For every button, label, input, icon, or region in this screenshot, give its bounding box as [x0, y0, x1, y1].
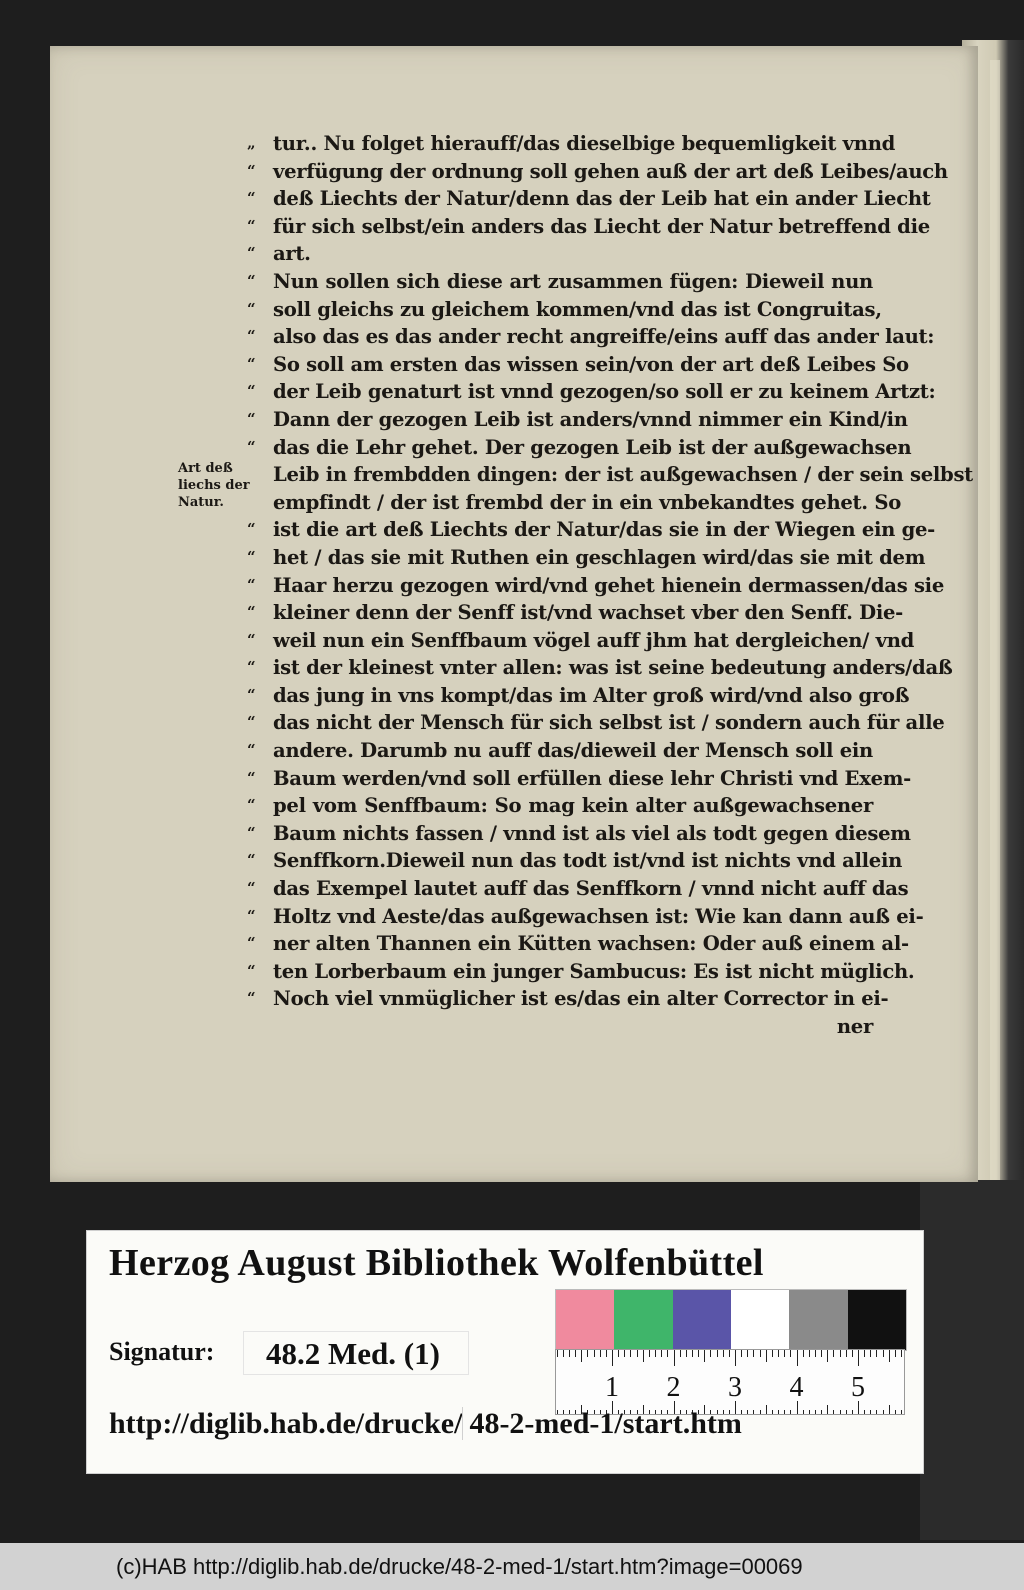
ruler-tick — [778, 1350, 779, 1357]
text-line — [247, 434, 912, 462]
ruler-tick — [815, 1350, 816, 1357]
ruler-tick — [876, 1410, 877, 1414]
ruler-tick — [778, 1410, 779, 1414]
quote-mark: “ — [247, 879, 256, 898]
ruler-tick — [735, 1350, 736, 1366]
url-part-2[interactable]: 48-2-med-1/start.htm — [462, 1407, 741, 1440]
ruler-tick — [753, 1410, 754, 1414]
color-swatch — [673, 1290, 731, 1350]
ruler-tick — [901, 1410, 902, 1414]
text-line — [247, 213, 930, 241]
quote-mark: “ — [247, 796, 256, 815]
ruler-tick — [674, 1350, 675, 1366]
quote-mark: “ — [247, 327, 256, 346]
ruler-tick — [840, 1410, 841, 1414]
ruler-tick — [883, 1410, 884, 1414]
ruler-number: 2 — [666, 1372, 681, 1403]
quote-mark: “ — [247, 216, 256, 235]
signatur-value: 48.2 Med. (1) — [243, 1331, 469, 1375]
ruler-tick — [698, 1350, 699, 1357]
ruler-tick — [864, 1350, 865, 1357]
quote-mark: “ — [247, 961, 256, 980]
ruler-tick — [784, 1410, 785, 1414]
ruler-tick — [870, 1410, 871, 1414]
url-part-1[interactable]: http://diglib.hab.de/drucke/ — [109, 1407, 463, 1440]
ruler-tick — [637, 1350, 638, 1357]
text-line — [247, 682, 910, 710]
scale-ruler — [555, 1349, 905, 1415]
ruler-tick — [747, 1410, 748, 1414]
text-line — [247, 627, 915, 655]
text-line — [247, 985, 889, 1013]
line-text: Senffkorn.Dieweil nun das todt ist/vnd ist nichts vnd allein — [273, 849, 903, 873]
ruler-tick — [612, 1350, 613, 1366]
ruler-tick — [858, 1350, 859, 1366]
ruler-tick — [827, 1405, 828, 1414]
color-swatch — [556, 1290, 614, 1350]
margin-note-line: Art deß — [178, 461, 233, 476]
ruler-tick — [563, 1350, 564, 1357]
line-text: Dann der gezogen Leib ist anders/vnnd nimmer ein Kind/in — [273, 407, 908, 431]
line-text: kleiner denn der Senff ist/vnd wachset vber den Senff. Die- — [273, 601, 903, 625]
ruler-tick — [815, 1410, 816, 1414]
line-text: andere. Darumb nu auff das/dieweil der Mensch soll ein — [273, 739, 873, 763]
line-text: ist die art deß Liechts der Natur/das sie in der Wiegen ein ge- — [273, 518, 936, 542]
ruler-tick — [680, 1350, 681, 1357]
ruler-tick — [729, 1350, 730, 1357]
line-text: deß Liechts der Natur/denn das der Leib hat ein ander Liecht — [273, 187, 931, 211]
text-line — [247, 958, 915, 986]
ruler-tick — [821, 1350, 822, 1357]
line-text: verfügung der ordnung soll gehen auß der art deß Leibes/auch — [273, 159, 948, 183]
line-text: het / das sie mit Ruthen ein geschlagen wird/das sie mit dem — [273, 545, 926, 569]
library-url[interactable] — [109, 1407, 742, 1441]
text-line — [273, 461, 973, 489]
text-line — [247, 737, 873, 765]
margin-note-line: Natur. — [178, 495, 224, 510]
quote-mark: “ — [247, 161, 256, 180]
ruler-tick — [557, 1350, 558, 1357]
ruler-tick — [661, 1350, 662, 1357]
margin-note-line: liechs der — [178, 478, 250, 493]
text-line — [247, 544, 926, 572]
ruler-number: 1 — [605, 1372, 619, 1403]
ruler-tick — [760, 1410, 761, 1414]
line-text: für sich selbst/ein anders das Liecht der Natur betreffend die — [273, 214, 930, 238]
ruler-tick — [846, 1350, 847, 1357]
line-text: Baum nichts fassen / vnnd ist als viel als todt gegen diesem — [273, 821, 911, 845]
line-text: soll gleichs zu gleichem kommen/vnd das ist Congruitas, — [273, 297, 882, 321]
ruler-tick — [717, 1350, 718, 1357]
line-text: empfindt / der ist frembd der in ein vnbekandtes gehet. So — [273, 490, 901, 514]
line-text: Baum werden/vnd soll erfüllen diese lehr Christi vnd Exem- — [273, 766, 912, 790]
color-swatch — [614, 1290, 672, 1350]
quote-mark: “ — [247, 823, 256, 842]
ruler-tick — [852, 1410, 853, 1414]
ruler-tick — [790, 1350, 791, 1357]
ruler-tick — [772, 1350, 773, 1357]
page-edge-highlight — [990, 60, 1000, 1200]
ruler-tick — [827, 1350, 828, 1362]
line-text: Leib in frembdden dingen: der ist außgewachsen / der sein selbst — [273, 463, 973, 487]
text-line — [247, 930, 909, 958]
ruler-number: 3 — [728, 1372, 742, 1403]
text-line — [247, 654, 953, 682]
line-text: ist der kleinest vnter allen: was ist seine bedeutung anders/daß — [273, 656, 953, 680]
ruler-tick — [655, 1350, 656, 1357]
quote-mark: “ — [247, 851, 256, 870]
ruler-tick — [766, 1405, 767, 1414]
line-text: das jung in vns kompt/das im Alter groß wird/vnd also groß — [273, 683, 910, 707]
quote-mark: “ — [247, 189, 256, 208]
book-page — [50, 46, 978, 1182]
color-swatch — [789, 1290, 847, 1350]
page-text — [247, 130, 973, 1041]
quote-mark: “ — [247, 437, 256, 456]
text-line — [247, 820, 911, 848]
text-line — [247, 296, 882, 324]
line-text: der Leib genaturt ist vnnd gezogen/so soll er zu keinem Artzt: — [273, 380, 936, 404]
text-line — [247, 572, 944, 600]
text-line — [247, 765, 912, 793]
text-line — [273, 489, 901, 517]
ruler-tick — [587, 1350, 588, 1357]
text-line — [247, 158, 948, 186]
ruler-tick — [809, 1410, 810, 1414]
ruler-tick — [833, 1410, 834, 1414]
quote-mark: “ — [247, 299, 256, 318]
quote-mark: “ — [247, 244, 256, 263]
ruler-tick — [803, 1350, 804, 1357]
ruler-tick — [889, 1350, 890, 1362]
line-text: Holtz vnd Aeste/das außgewachsen ist: Wie kan dann auß ei- — [273, 904, 924, 928]
copyright-footer: (c)HAB http://diglib.hab.de/drucke/48-2-med-1/start.htm?image=00069 — [0, 1543, 1024, 1590]
line-text: So soll am ersten das wissen sein/von der art deß Leibes So — [273, 352, 909, 376]
ruler-tick — [741, 1350, 742, 1357]
ruler-tick — [809, 1350, 810, 1357]
ruler-tick — [870, 1350, 871, 1357]
text-line — [247, 709, 945, 737]
quote-mark: “ — [247, 575, 256, 594]
ruler-tick — [649, 1350, 650, 1357]
ruler-tick — [618, 1350, 619, 1357]
ruler-tick — [753, 1350, 754, 1357]
quote-mark: “ — [247, 630, 256, 649]
ruler-number: 4 — [789, 1372, 804, 1403]
text-line — [247, 268, 873, 296]
line-text: Haar herzu gezogen wird/vnd gehet hienein dermassen/das sie — [273, 573, 944, 597]
quote-mark: “ — [247, 934, 256, 953]
library-card — [86, 1230, 924, 1474]
catchword: ner — [836, 1015, 873, 1038]
ruler-tick — [895, 1350, 896, 1357]
ruler-tick — [686, 1350, 687, 1357]
ruler-tick — [901, 1350, 902, 1357]
quote-mark: “ — [247, 741, 256, 760]
text-line — [247, 875, 909, 903]
ruler-tick — [581, 1350, 582, 1362]
line-text: das nicht der Mensch für sich selbst ist / sondern auch für alle — [273, 711, 945, 735]
ruler-tick — [692, 1350, 693, 1357]
ruler-tick — [797, 1350, 798, 1366]
ruler-tick — [630, 1350, 631, 1357]
ruler-tick — [760, 1350, 761, 1357]
ruler-tick — [876, 1350, 877, 1357]
ruler-tick — [747, 1350, 748, 1357]
text-line — [247, 847, 903, 875]
quote-mark: “ — [247, 354, 256, 373]
text-line — [247, 323, 935, 351]
quote-mark: “ — [247, 658, 256, 677]
ruler-tick — [710, 1350, 711, 1357]
line-text: das Exempel lautet auff das Senffkorn / vnnd nicht auff das — [273, 877, 909, 901]
ruler-tick — [667, 1350, 668, 1357]
ruler-tick — [594, 1350, 595, 1357]
quote-mark: “ — [247, 768, 256, 787]
ruler-number: 5 — [851, 1372, 865, 1403]
ruler-tick — [790, 1410, 791, 1414]
text-line — [247, 378, 936, 406]
quote-mark: “ — [247, 603, 256, 622]
line-text: pel vom Senffbaum: So mag kein alter außgewachsener — [273, 794, 873, 818]
ruler-tick — [643, 1350, 644, 1362]
color-calibration-strip — [555, 1289, 907, 1351]
text-line — [247, 516, 936, 544]
quote-mark: “ — [247, 713, 256, 732]
text-line — [247, 240, 873, 268]
ruler-tick — [803, 1410, 804, 1414]
quote-mark: “ — [247, 271, 256, 290]
color-swatch — [848, 1290, 906, 1350]
ruler-tick — [864, 1410, 865, 1414]
text-line — [247, 185, 931, 213]
quote-mark: “ — [247, 906, 256, 925]
ruler-tick — [846, 1410, 847, 1414]
line-text: ner alten Thannen ein Kütten wachsen: Oder auß einem al- — [273, 932, 909, 956]
ruler-tick — [840, 1350, 841, 1357]
quote-mark: “ — [247, 409, 256, 428]
quote-mark: “ — [247, 520, 256, 539]
text-line — [247, 406, 908, 434]
ruler-tick — [895, 1410, 896, 1414]
quote-mark: “ — [247, 685, 256, 704]
ruler-tick — [704, 1350, 705, 1362]
line-text: art. — [273, 242, 311, 266]
text-line — [247, 903, 924, 931]
book-binding — [920, 1180, 1024, 1540]
ruler-tick — [575, 1350, 576, 1357]
text-line — [247, 130, 896, 158]
text-line — [247, 792, 873, 820]
ruler-tick — [821, 1410, 822, 1414]
line-text: Noch viel vnmüglicher ist es/das ein alter Corrector in ei- — [273, 987, 889, 1011]
library-title: Herzog August Bibliothek Wolfenbüttel — [109, 1242, 764, 1284]
ruler-tick — [766, 1350, 767, 1362]
ruler-tick — [784, 1350, 785, 1357]
line-text: Nun sollen sich diese art zusammen fügen: Dieweil nun — [273, 269, 873, 293]
ruler-tick — [883, 1350, 884, 1357]
signatur-label: Signatur: — [109, 1337, 215, 1366]
line-text: ten Lorberbaum ein junger Sambucus: Es ist nicht müglich. — [273, 959, 915, 983]
color-swatch — [731, 1290, 789, 1350]
quote-mark: “ — [247, 547, 256, 566]
quote-mark: “ — [247, 382, 256, 401]
line-text: weil nun ein Senffbaum vögel auff jhm hat dergleichen/ vnd — [273, 628, 915, 652]
line-text: also das es das ander recht angreiffe/eins auff das ander laut: — [273, 325, 935, 349]
quote-mark: „ — [247, 134, 256, 152]
line-text: das die Lehr gehet. Der gezogen Leib ist der außgewachsen — [273, 435, 912, 459]
ruler-tick — [600, 1350, 601, 1357]
ruler-tick — [833, 1350, 834, 1357]
text-line — [247, 599, 903, 627]
ruler-tick — [723, 1350, 724, 1357]
margin-note — [178, 460, 268, 511]
text-line — [247, 351, 909, 379]
ruler-tick — [624, 1350, 625, 1357]
line-text: tur.. Nu folget hierauff/das dieselbige bequemligkeit vnnd — [273, 132, 896, 155]
ruler-tick — [606, 1350, 607, 1357]
ruler-tick — [852, 1350, 853, 1357]
ruler-tick — [772, 1410, 773, 1414]
quote-mark: “ — [247, 989, 256, 1008]
ruler-tick — [889, 1405, 890, 1414]
ruler-tick — [569, 1350, 570, 1357]
